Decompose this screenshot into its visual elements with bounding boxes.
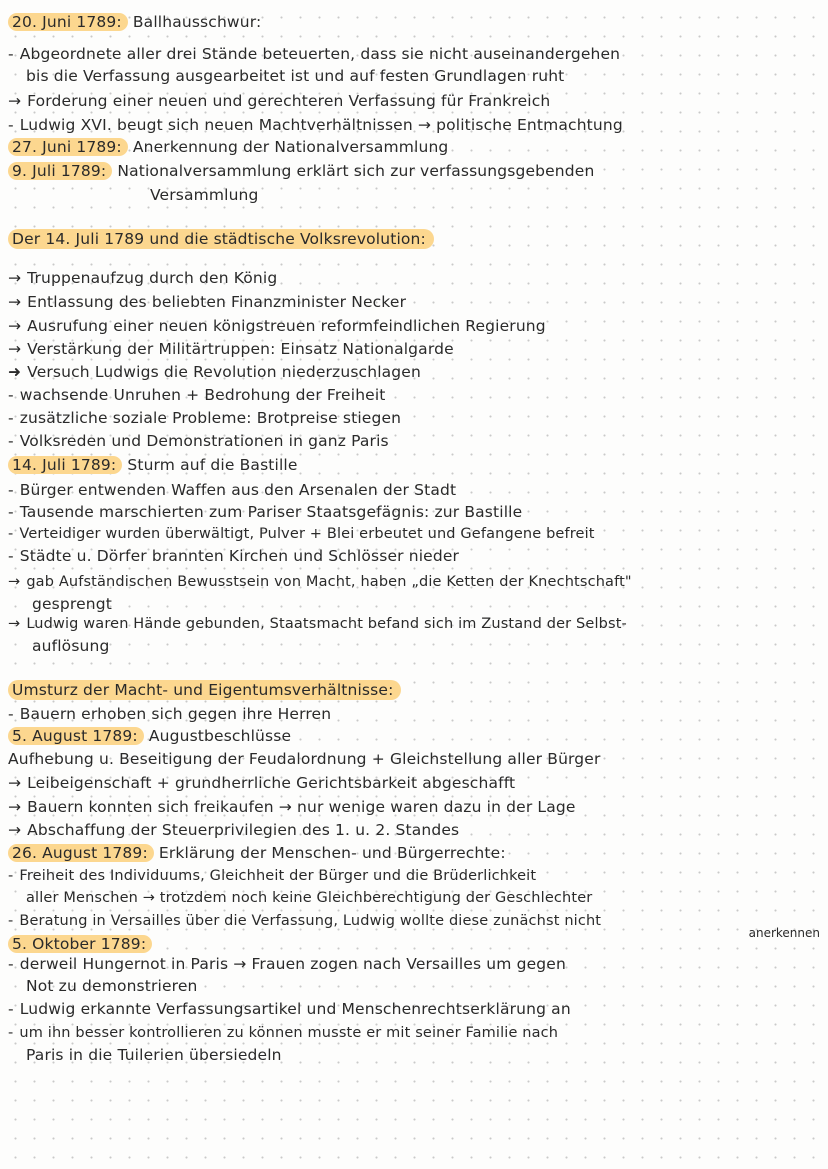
list-item: → gab Aufständischen Bewusstsein von Macht, haben „die Ketten der Knechtschaft" (8, 574, 632, 590)
line (8, 12, 822, 32)
line: Not zu demonstrieren (26, 977, 198, 995)
arrow-bullet: → (8, 92, 22, 110)
arrow-bullet: → (8, 317, 22, 335)
line: gesprengt (32, 595, 112, 613)
dash-bullet: - (8, 409, 14, 427)
arrow-bullet: → (8, 821, 22, 839)
list-item: - Tausende marschierten zum Pariser Staatsgefägnis: zur Bastille (8, 503, 523, 521)
dash-bullet: - (8, 1025, 14, 1041)
list-item: → Leibeigenschaft + grundherrliche Gerichtsbarkeit abgeschafft (8, 774, 516, 792)
arrow-bullet: → (8, 616, 21, 632)
list-item: - derweil Hungernot in Paris → Frauen zogen nach Versailles um gegen (8, 955, 566, 973)
dash-bullet: - (8, 503, 14, 521)
section-heading: Umsturz der Macht- und Eigentumsverhältnisse: (8, 680, 822, 700)
dash-bullet: - (8, 913, 14, 929)
list-item: ➜ Versuch Ludwigs die Revolution niederzuschlagen (8, 363, 421, 381)
list-item: → Ludwig waren Hände gebunden, Staatsmacht befand sich im Zustand der Selbst- (8, 616, 627, 632)
list-item: → Verstärkung der Militärtruppen: Einsatz Nationalgarde (8, 340, 454, 358)
arrow-bullet: → (8, 574, 21, 590)
dash-bullet: - (8, 386, 14, 404)
dash-bullet: - (8, 526, 14, 542)
dash-bullet: - (8, 955, 14, 973)
date-highlight: 5. Oktober 1789: (8, 935, 152, 953)
dash-bullet: - (8, 481, 14, 499)
line: Aufhebung u. Beseitigung der Feudalordnung + Gleichstellung aller Bürger (8, 750, 601, 768)
date-highlight: 26. August 1789: (8, 844, 154, 862)
list-item: - um ihn besser kontrollieren zu können musste er mit seiner Familie nach (8, 1025, 559, 1041)
arrow-bullet: → (8, 798, 22, 816)
list-item: - Bauern erhoben sich gegen ihre Herren (8, 705, 332, 723)
dash-bullet: - (8, 705, 14, 723)
topic-title: Ballhausschwur: (132, 13, 262, 31)
line: anerkennen (748, 926, 820, 940)
dash-bullet: - (8, 45, 14, 63)
line: - Abgeordnete aller drei Stände beteuerten, dass sie nicht auseinandergehen (8, 45, 621, 63)
list-item: - Bürger entwenden Waffen aus den Arsenalen der Stadt (8, 481, 457, 499)
line: 5. August 1789: Augustbeschlüsse (8, 726, 822, 746)
list-item: - Verteidiger wurden überwältigt, Pulver + Blei erbeutet und Gefangene befreit (8, 526, 595, 542)
line: aller Menschen → trotzdem noch keine Gleichberechtigung der Geschlechter (26, 890, 593, 906)
list-item: - wachsende Unruhen + Bedrohung der Freiheit (8, 386, 386, 404)
dash-bullet: - (8, 547, 14, 565)
bold-arrow-bullet: ➜ (8, 363, 22, 381)
date-highlight: 5. August 1789: (8, 727, 144, 745)
list-item: - Freiheit des Individuums, Gleichheit der Bürger und die Brüderlichkeit (8, 868, 537, 884)
line: Versammlung (150, 186, 259, 204)
line: auflösung (32, 637, 110, 655)
line: → Forderung einer neuen und gerechteren Verfassung für Frankreich (8, 92, 551, 110)
list-item: → Ausrufung einer neuen königstreuen reformfeindlichen Regierung (8, 317, 546, 335)
list-item: - Ludwig erkannte Verfassungsartikel und Menschenrechtserklärung an (8, 1000, 571, 1018)
line: 9. Juli 1789: Nationalversammlung erklärt sich zur verfassungsgebenden (8, 161, 822, 181)
section-heading: Der 14. Juli 1789 und die städtische Volksrevolution: (8, 229, 822, 249)
dash-bullet: - (8, 1000, 14, 1018)
line (8, 934, 822, 954)
line: - Ludwig XVI. beugt sich neuen Machtverhältnissen → politische Entmachtung (8, 116, 623, 134)
date-highlight: 27. Juni 1789: (8, 138, 128, 156)
arrow-bullet: → (8, 293, 22, 311)
list-item: → Bauern konnten sich freikaufen → nur wenige waren dazu in der Lage (8, 798, 576, 816)
arrow-bullet: → (8, 269, 22, 287)
dash-bullet: - (8, 116, 14, 134)
line: 14. Juli 1789: Sturm auf die Bastille (8, 455, 822, 475)
list-item: - zusätzliche soziale Probleme: Brotpreise stiegen (8, 409, 402, 427)
dash-bullet: - (8, 868, 14, 884)
date-highlight: 20. Juni 1789: (8, 13, 128, 31)
list-item: → Entlassung des beliebten Finanzminister Necker (8, 293, 407, 311)
date-highlight: 9. Juli 1789: (8, 162, 112, 180)
list-item: - Beratung in Versailles über die Verfassung, Ludwig wollte diese zunächst nicht (8, 913, 602, 929)
arrow-bullet: → (8, 340, 22, 358)
line: Paris in die Tuilerien übersiedeln (26, 1046, 282, 1064)
date-highlight: 14. Juli 1789: (8, 456, 122, 474)
line: bis die Verfassung ausgearbeitet ist und auf festen Grundlagen ruht (26, 67, 565, 85)
dash-bullet: - (8, 432, 14, 450)
line: 26. August 1789: Erklärung der Menschen- und Bürgerrechte: (8, 843, 822, 863)
arrow-bullet: → (8, 774, 22, 792)
line: 27. Juni 1789: Anerkennung der Nationalversammlung (8, 137, 822, 157)
list-item: - Volksreden und Demonstrationen in ganz Paris (8, 432, 389, 450)
list-item: - Städte u. Dörfer brannten Kirchen und Schlösser nieder (8, 547, 460, 565)
list-item: → Abschaffung der Steuerprivilegien des 1. u. 2. Standes (8, 821, 460, 839)
list-item: → Truppenaufzug durch den König (8, 269, 278, 287)
